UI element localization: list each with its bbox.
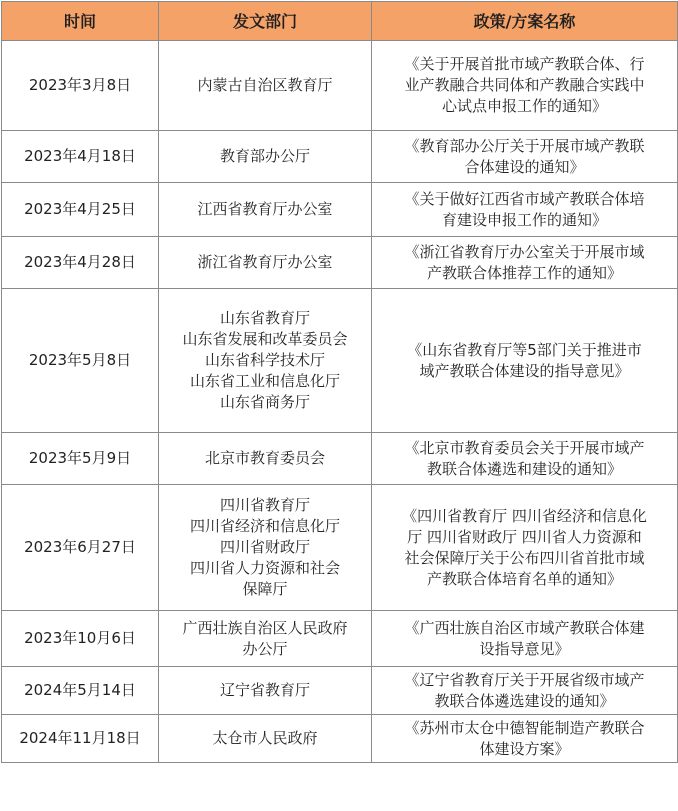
cell-department	[159, 485, 372, 611]
cell-policy	[372, 237, 678, 289]
cell-date: 2024年11月18日	[2, 715, 159, 763]
policy-line: 《苏州市太仓中德智能制造产教联合	[404, 718, 645, 737]
header-department: 发文部门	[159, 2, 372, 41]
cell-policy	[372, 611, 678, 667]
department-line: 内蒙古自治区教育厅	[197, 76, 333, 94]
cell-date: 2023年4月28日	[2, 237, 159, 289]
cell-department	[159, 433, 372, 485]
cell-department	[159, 237, 372, 289]
header-policy: 政策/方案名称	[372, 2, 678, 41]
cell-department	[159, 183, 372, 237]
department-line: 北京市教育委员会	[204, 449, 325, 467]
cell-date: 2023年5月9日	[2, 433, 159, 485]
cell-date: 2024年5月14日	[2, 667, 159, 715]
cell-policy	[372, 433, 678, 485]
department-line: 太仓市人民政府	[212, 729, 318, 747]
cell-date: 2023年10月6日	[2, 611, 159, 667]
policy-line: 产教联合体推荐工作的通知》	[426, 263, 622, 282]
policy-line: 合体建设的通知》	[464, 157, 585, 176]
policy-line: 《辽宁省教育厅关于开展省级市域产	[404, 670, 645, 689]
policy-line: 《教育部办公厅关于开展市域产教联	[404, 136, 645, 155]
cell-policy	[372, 289, 678, 433]
table-row	[2, 485, 678, 611]
cell-department	[159, 41, 372, 131]
cell-date: 2023年5月8日	[2, 289, 159, 433]
cell-department	[159, 667, 372, 715]
policy-line: 《浙江省教育厅办公室关于开展市域	[404, 242, 645, 261]
cell-department	[159, 715, 372, 763]
policy-line: 厅 四川省财政厅 四川省人力资源和	[407, 527, 642, 546]
policy-line: 《山东省教育厅等5部门关于推进市	[407, 340, 642, 359]
department-line: 保障厅	[242, 580, 288, 598]
policy-line: 育建设申报工作的通知》	[441, 210, 607, 229]
department-line: 山东省发展和改革委员会	[182, 330, 348, 348]
cell-department	[159, 611, 372, 667]
cell-department	[159, 289, 372, 433]
policy-line: 产教联合体培育名单的通知》	[426, 569, 622, 588]
policy-line: 心试点申报工作的通知》	[441, 97, 607, 115]
cell-date: 2023年6月27日	[2, 485, 159, 611]
cell-date: 2023年4月25日	[2, 183, 159, 237]
cell-policy	[372, 485, 678, 611]
department-line: 山东省科学技术厅	[204, 351, 325, 369]
policy-line: 《广西壮族自治区市域产教联合体建	[404, 618, 645, 637]
policy-line: 《关于开展首批市域产教联合体、行	[404, 55, 645, 73]
policy-line: 设指导意见》	[479, 639, 570, 658]
department-line: 四川省财政厅	[219, 538, 310, 556]
table-row	[2, 183, 678, 237]
policy-line: 教联合体遴选建设的通知》	[434, 691, 615, 710]
table-row	[2, 41, 678, 131]
policy-table	[1, 1, 678, 763]
department-line: 辽宁省教育厅	[219, 681, 310, 699]
department-line: 四川省教育厅	[219, 496, 310, 514]
table-body	[2, 41, 678, 763]
policy-line: 体建设方案》	[479, 739, 570, 758]
table-row	[2, 237, 678, 289]
department-line: 山东省商务厅	[219, 393, 310, 411]
table-row	[2, 715, 678, 763]
cell-policy	[372, 41, 678, 131]
department-line: 办公厅	[242, 639, 288, 658]
department-line: 山东省教育厅	[219, 309, 310, 327]
cell-policy	[372, 667, 678, 715]
policy-line: 业产教融合共同体和产教融合实践中	[404, 76, 645, 94]
department-line: 浙江省教育厅办公室	[197, 253, 333, 271]
cell-policy	[372, 715, 678, 763]
policy-line: 《北京市教育委员会关于开展市域产	[404, 438, 645, 457]
cell-date: 2023年4月18日	[2, 131, 159, 183]
header-row	[2, 2, 678, 41]
table-row	[2, 131, 678, 183]
cell-department	[159, 131, 372, 183]
cell-policy	[372, 183, 678, 237]
policy-line: 社会保障厅关于公布四川省首批市域	[404, 548, 645, 567]
department-line: 四川省人力资源和社会	[189, 559, 340, 577]
cell-date: 2023年3月8日	[2, 41, 159, 131]
department-line: 广西壮族自治区人民政府	[182, 618, 348, 637]
policy-line: 域产教联合体建设的指导意见》	[419, 361, 630, 380]
department-line: 山东省工业和信息化厅	[189, 372, 340, 390]
policy-line: 《关于做好江西省市域产教联合体培	[404, 189, 645, 208]
header-date: 时间	[2, 2, 159, 41]
table-row	[2, 611, 678, 667]
cell-policy	[372, 131, 678, 183]
table-row	[2, 433, 678, 485]
department-line: 教育部办公厅	[219, 147, 310, 165]
table-row	[2, 289, 678, 433]
policy-line: 教联合体遴选和建设的通知》	[426, 459, 622, 478]
table-header	[2, 2, 678, 41]
table-row	[2, 667, 678, 715]
department-line: 江西省教育厅办公室	[197, 200, 333, 218]
policy-line: 《四川省教育厅 四川省经济和信息化	[402, 506, 647, 525]
department-line: 四川省经济和信息化厅	[189, 517, 340, 535]
